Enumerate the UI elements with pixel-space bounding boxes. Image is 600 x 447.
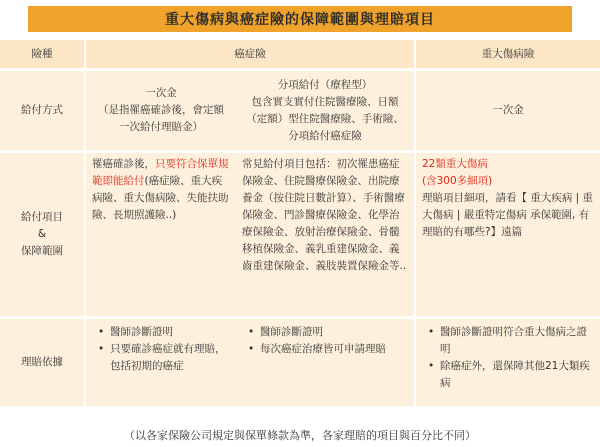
major-coverage-highlight: 22類重大傷病 [422, 158, 488, 170]
cancer-lump-sum-line: 一次金 [145, 87, 177, 99]
cancer-itemized-cell [236, 68, 416, 150]
cancer-itemized-line: 分項給付癌症險 [288, 129, 362, 142]
header-row [0, 40, 600, 68]
row-payout-method [0, 68, 600, 150]
list-item: • 醫師診斷證明 [242, 324, 408, 341]
row-claim-basis [0, 316, 600, 406]
header-cancer-insurance: 癌症險 [86, 40, 416, 68]
major-coverage-highlight: (含300多細項) [422, 175, 493, 187]
cancer-lump-sum-line: 一次給付理賠金） [119, 121, 203, 133]
cancer-claim-left-cell [86, 316, 236, 406]
header-major-illness-insurance: 重大傷病險 [416, 40, 600, 68]
list-item: • 只要確診癌症就有理賠，包括初期的癌症 [92, 341, 230, 375]
coverage-label-line: 保障範圍 [21, 245, 63, 257]
major-coverage-text: 理賠項目細項，請看【 重大疾病 | 重大傷病 | 嚴重特定傷病 承保範圍, 有理賠的有哪些?】遠篇 [422, 192, 594, 238]
page-title: 重大傷病與癌症險的保障範圍與理賠項目 [28, 6, 572, 32]
header-insurance-type: 險種 [0, 40, 86, 68]
row-label-payout-method: 給付方式 [0, 68, 86, 150]
row-coverage [0, 150, 600, 316]
major-coverage-cell [416, 150, 600, 316]
claim-left-list [92, 324, 230, 375]
cancer-itemized-line: 包含實支實付住院醫療險、日額 [251, 95, 399, 108]
coverage-left-prefix: 罹癌確診後， [92, 158, 155, 170]
cancer-claim-right-cell [236, 316, 416, 406]
row-label-coverage [0, 150, 86, 316]
cancer-coverage-left-cell [86, 150, 236, 316]
list-item: • 醫師診斷證明符合重大傷病之證明 [422, 324, 594, 358]
coverage-label-line: & [37, 228, 47, 240]
cancer-itemized-line: （定額）型住院醫療險、手術險、 [246, 112, 404, 125]
major-payout-cell: 一次金 [416, 68, 600, 150]
cancer-coverage-right-cell: 常見給付項目包括：初次罹患癌症保險金、住院醫療保險金、出院療養金（按住院日數計算）、手術醫療保險金、門診醫療保險金、化學治療保險金、放射治療保險金、骨髓移植保險金、義乳重建保險金、義齒重建保險金、義肢裝置保險金等.. [236, 150, 416, 316]
major-claim-cell [416, 316, 600, 406]
coverage-left-highlight: 只要符合保單規範即能給付 [92, 158, 229, 187]
claim-major-list [422, 324, 594, 392]
comparison-table [0, 40, 600, 406]
claim-right-list [242, 324, 408, 358]
cancer-itemized-line: 分項給付（療程型） [277, 78, 373, 91]
row-label-claim-basis: 理賠依據 [0, 316, 86, 406]
list-item: • 除癌症外，還保障其他21大類疾病 [422, 358, 594, 392]
list-item: • 每次癌症治療皆可申請理賠 [242, 341, 408, 358]
list-item: • 醫師診斷證明 [92, 324, 230, 341]
cancer-lump-sum-cell [86, 68, 236, 150]
footnote: （以各家保險公司規定與保單條款為準，各家理賠的項目與百分比不同） [124, 428, 476, 442]
cancer-lump-sum-line: （是指罹癌確診後，會定額 [98, 104, 224, 116]
coverage-left-suffix: (癌症險、重大疾病險、重大傷病險、失能扶助險、長期照護險..) [92, 175, 229, 221]
coverage-label-line: 給付項目 [21, 211, 63, 223]
